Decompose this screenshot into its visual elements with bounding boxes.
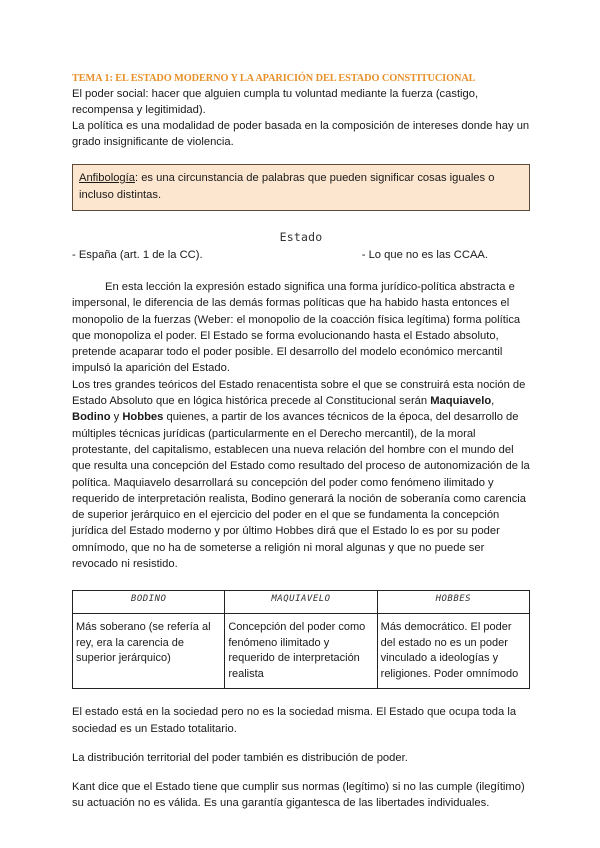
table-row [73, 614, 530, 689]
intro-paragraph-2: La política es una modalidad de poder basada en la composición de intereses donde hay un grado insignificante de violencia. [72, 120, 530, 148]
cell-hobbes: Más democrático. El poder del estado no es un poder vinculado a ideologías y religiones. Poder omnímodo [377, 614, 529, 689]
cell-bodino: Más soberano (se refería al rey, era la carencia de superior jerárquico) [73, 614, 225, 689]
cell-maquiavelo: Concepción del poder como fenómeno ilimitado y requerido de interpretación realista [225, 614, 377, 689]
estado-notes-row [72, 247, 530, 263]
closing-paragraph-3: Kant dice que el Estado tiene que cumplir sus normas (legítimo) si no las cumple (ilegítimo) su actuación no es válida. Es una garantía gigantesca de las libertades individuales. [72, 781, 525, 810]
note-left: - España (art. 1 de la CC). [72, 249, 203, 261]
header-hobbes: HOBBES [377, 591, 529, 614]
closing-paragraph-1: El estado está en la sociedad pero no es la sociedad misma. El Estado que ocupa toda la sociedad es un Estado totalitario. [72, 706, 517, 735]
table-header-row [73, 591, 530, 614]
document-page [72, 72, 530, 811]
name-bodino: Bodino [72, 411, 111, 424]
header-bodino: BODINO [73, 591, 225, 614]
section-heading-estado: Estado [279, 230, 323, 244]
callout-term: Anfibología [79, 172, 135, 184]
callout-definition: : es una circunstancia de palabras que pueden significar cosas iguales o incluso distintas. [79, 172, 495, 201]
paragraph-estado-definition: En esta lección la expresión estado significa una forma jurídico-política abstracta e impersonal, le diferencia de las demás formas políticas que ha habido hasta entonces el monopolio de la fuerzas (Weber: el monopolio de la coacción física legítima) forma política que monopoliza el poder. El Estado se forma evolucionando hasta el Estado absoluto, pretende acaparar todo el poder posible. El desarrollo del modelo económico mercantil impulsó la aparición del Estado. [72, 281, 521, 375]
intro-paragraph-1: El poder social: hacer que alguien cumpla tu voluntad mediante la fuerza (castigo, recompensa y legitimidad). [72, 88, 479, 116]
theorists-comparison-table [72, 590, 530, 689]
header-maquiavelo: MAQUIAVELO [225, 591, 377, 614]
note-right: - Lo que no es las CCAA. [361, 249, 488, 261]
name-hobbes: Hobbes [122, 411, 164, 424]
closing-paragraph-2: La distribución territorial del poder también es distribución de poder. [72, 752, 408, 765]
paragraph-theorists: Los tres grandes teóricos del Estado renacentista sobre el que se construirá esta noción de Estado Absoluto que en lógica histórica precede al Constitucional serán Maquiavelo, Bodino y Hobbes quienes, a partir de los avances técnicos de la época, del desarrollo de múltiples técnicas jurídicas (particularmente en el Derecho mercantil), de la moral protestante, del capitalismo, establecen una nueva relación del hombre con el mundo del que resulta una concepción del Estado como resultado del proceso de autonomización de la política. Maquiavelo desarrollará su concepción del poder como fenómeno ilimitado y requerido de interpretación realista, Bodino generará la noción de soberanía como carencia de superior jerárquico en el ejercicio del poder en el que se fundamenta la concepción jurídica del Estado moderno y por último Hobbes dirá que el Estado lo es por su poder omnímodo, que no ha de someterse a religión ni moral algunas y que no puede ser revocado ni resistido. [72, 378, 530, 571]
definition-callout [72, 164, 530, 211]
name-maquiavelo: Maquiavelo [430, 395, 492, 408]
document-title: TEMA 1: EL ESTADO MODERNO Y LA APARICIÓN DEL ESTADO CONSTITUCIONAL [72, 73, 476, 84]
